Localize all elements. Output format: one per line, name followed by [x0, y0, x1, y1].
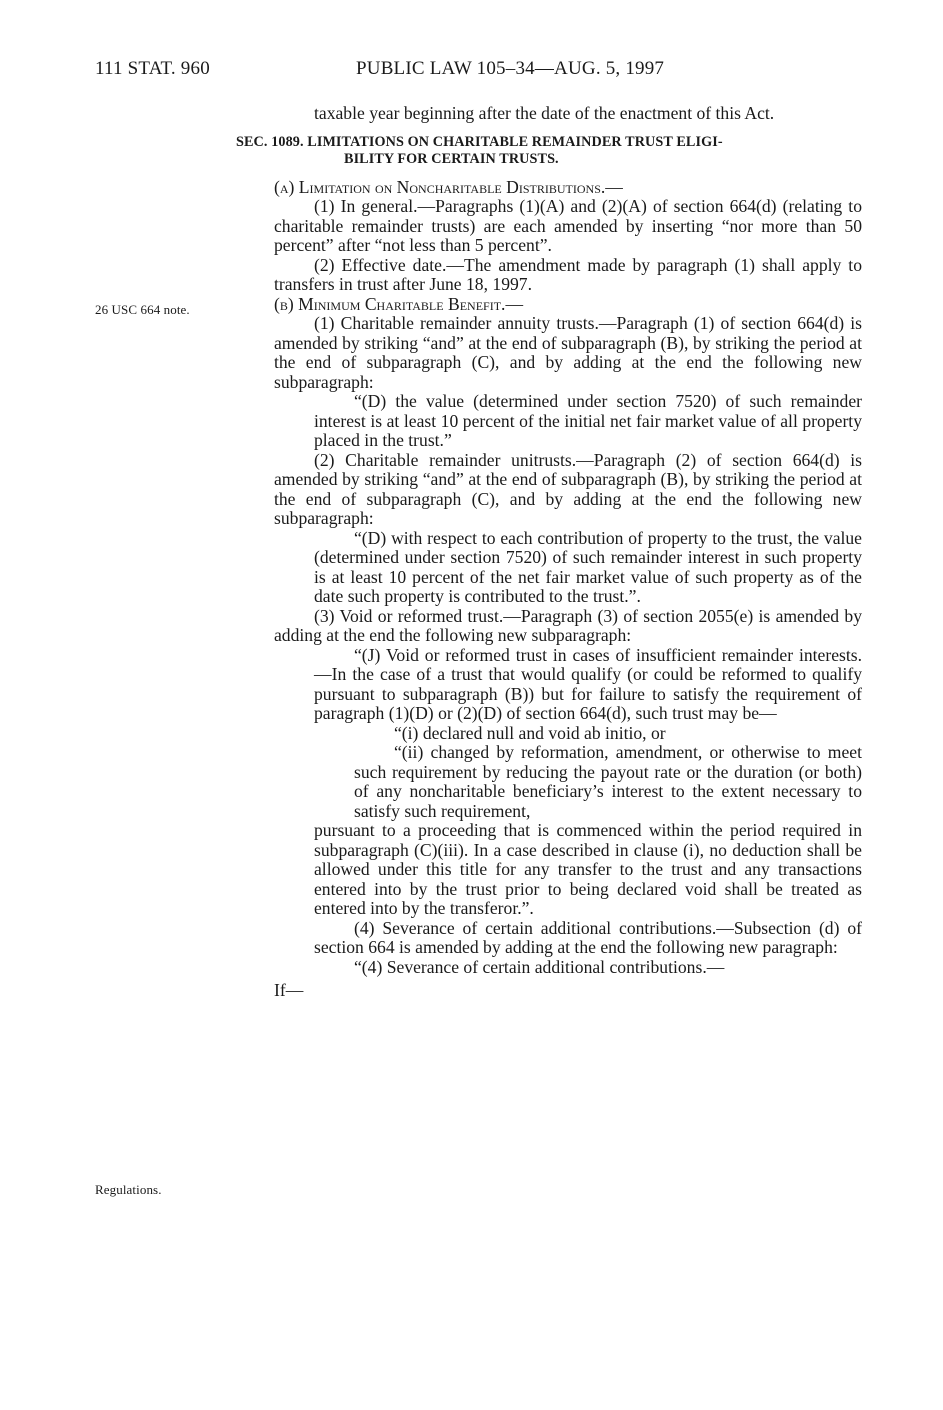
- paragraph-a1: (1) In general.—Paragraphs (1)(A) and (2)(A) of section 664(d) (relating to charitable remainder trusts) are each amended by inserting “nor more than 50 percent” after “not less than 5 percent”.: [274, 196, 862, 255]
- section-heading: [236, 134, 862, 168]
- subsection-b-heading: (b) Minimum Charitable Benefit.—: [274, 293, 524, 314]
- margin-note-regulations: Regulations.: [95, 1182, 162, 1197]
- paragraph-a2: (2) Effective date.—The amendment made by paragraph (1) shall apply to transfers in trust after June 18, 1997.: [274, 254, 862, 294]
- paragraph-b2: (2) Charitable remainder unitrusts.—Paragraph (2) of section 664(d) is amended by striking “and” at the end of subparagraph (B), by striking the period at the end of subparagraph (C), and by adding at the end the following new subparagraph:: [274, 449, 862, 528]
- quote-b1-d: “(D) the value (determined under section 7520) of such remainder interest is at least 10 percent of the initial net fair market value of all property placed in the trust.”: [314, 391, 862, 450]
- section-heading-line2: BILITY FOR CERTAIN TRUSTS.: [344, 150, 559, 167]
- if-line: If—: [274, 980, 304, 1000]
- section-heading-line1: SEC. 1089. LIMITATIONS ON CHARITABLE REMAINDER TRUST ELIGI-: [236, 133, 723, 150]
- quote-b3-tail: pursuant to a proceeding that is commenced within the period required in subparagraph (C)(iii). In a case described in clause (i), no deduction shall be allowed under this title for any transfer to the trust and any transactions entered into by the trust prior to being declared void shall be treated as entered into by the transferor.”.: [314, 820, 862, 918]
- body-text: [236, 103, 862, 1001]
- clause-i: “(i) declared null and void ab initio, or: [394, 722, 666, 743]
- clause-ii: “(ii) changed by reformation, amendment, or otherwise to meet such requirement by reducing the payout rate or the duration (or both) of any noncharitable beneficiary’s interest to the extent necessary to satisfy such requirement,: [354, 742, 862, 821]
- running-head: PUBLIC LAW 105–34—AUG. 5, 1997: [356, 58, 665, 79]
- carry-over-paragraph: taxable year beginning after the date of the enactment of this Act.: [314, 103, 775, 123]
- paragraph-b1: (1) Charitable remainder annuity trusts.—Paragraph (1) of section 664(d) is amended by striking “and” at the end of subparagraph (B), by striking the period at the end of subparagraph (C), and by adding at the end the following new subparagraph:: [274, 313, 862, 392]
- paragraph-b4: (4) Severance of certain additional contributions.—Subsection (d) of section 664 is amended by adding at the end the following new paragraph:: [314, 917, 862, 957]
- margin-note-usc: 26 USC 664 note.: [95, 302, 190, 317]
- quote-b3-j: “(J) Void or reformed trust in cases of insufficient remainder interests.—In the case of a trust that would qualify (or could be reformed to qualify pursuant to subparagraph (B)) but for failure to satisfy the requirement of paragraph (1)(D) or (2)(D) of section 664(d), such trust may be—: [314, 644, 862, 723]
- paragraph-b3: (3) Void or reformed trust.—Paragraph (3) of section 2055(e) is amended by adding at the end the following new subparagraph:: [274, 605, 862, 645]
- subsection-a-heading: (a) Limitation on Noncharitable Distributions.—: [274, 176, 623, 197]
- quote-b4: “(4) Severance of certain additional contributions.—: [354, 956, 725, 977]
- quote-b2-d: “(D) with respect to each contribution of property to the trust, the value (determined under section 7520) of such remainder interest in such property is at least 10 percent of the net fair market value of such property as of the date such property is contributed to the trust.”.: [314, 527, 862, 606]
- page-reference: 111 STAT. 960: [95, 58, 210, 79]
